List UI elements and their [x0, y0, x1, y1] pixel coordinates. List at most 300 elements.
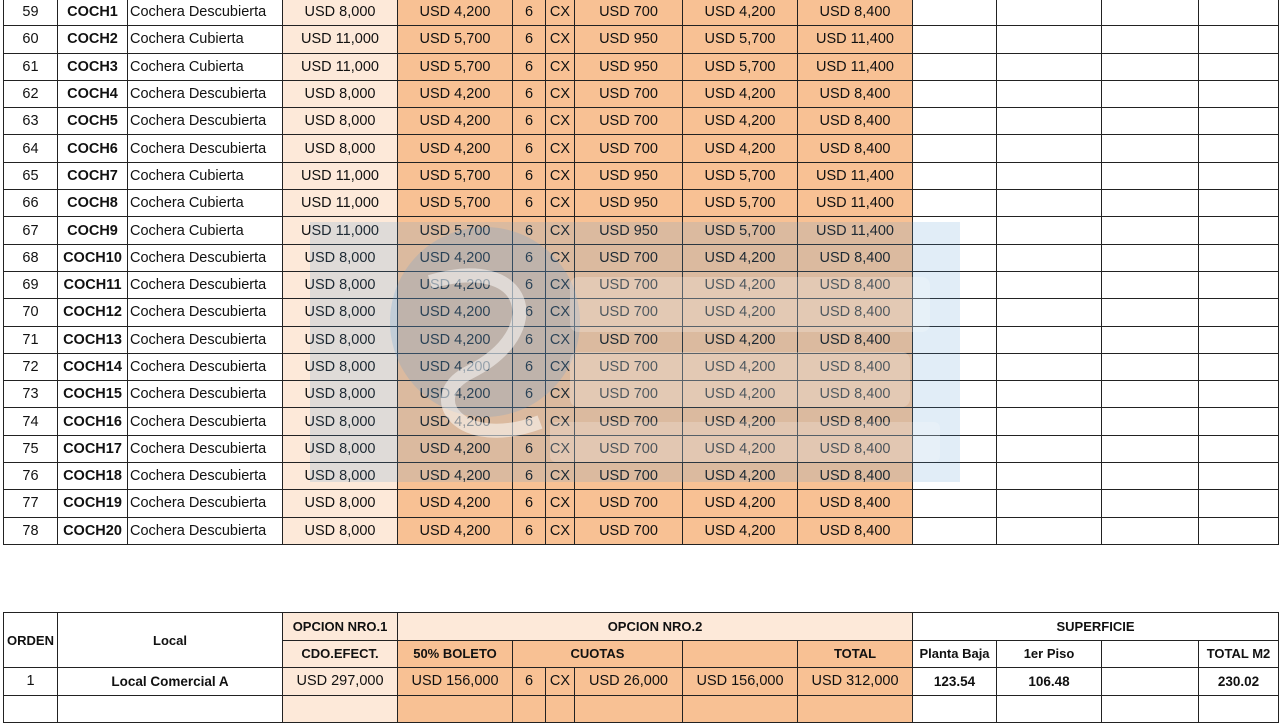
cuota-value-cell: USD 700 — [575, 381, 683, 408]
empty-cell — [1199, 190, 1279, 217]
total-cell: USD 8,400 — [798, 135, 913, 162]
total-cell: USD 8,400 — [798, 244, 913, 271]
empty-cell — [1199, 80, 1279, 107]
empty-cell — [1199, 217, 1279, 244]
empty-cell — [1102, 0, 1199, 26]
header-cuotas: CUOTAS — [513, 640, 683, 668]
unit-description-cell: Cochera Descubierta — [128, 135, 283, 162]
empty-cell — [1199, 244, 1279, 271]
table-row — [4, 668, 1279, 696]
cuota-value-cell: USD 700 — [575, 517, 683, 544]
empty-cell — [1102, 162, 1199, 189]
cuotas-count-cell: 6 — [513, 299, 546, 326]
unit-description-cell: Cochera Descubierta — [128, 326, 283, 353]
empty-cell — [997, 0, 1102, 26]
total-cell: USD 8,400 — [798, 271, 913, 298]
total-cell: USD 312,000 — [798, 668, 913, 696]
unit-code-cell: COCH5 — [58, 108, 128, 135]
empty-cell — [913, 135, 997, 162]
empty-cell — [997, 517, 1102, 544]
total-cell: USD 8,400 — [798, 326, 913, 353]
table-row — [4, 53, 1279, 80]
total-m2-cell: 230.02 — [1199, 668, 1279, 696]
boleto-cell: USD 4,200 — [398, 135, 513, 162]
table-row — [4, 517, 1279, 544]
table-row — [4, 217, 1279, 244]
cuotas-count-cell: 6 — [513, 271, 546, 298]
empty-cell — [913, 408, 997, 435]
empty-cell — [997, 217, 1102, 244]
total-cell: USD 8,400 — [798, 490, 913, 517]
empty-cell — [1102, 108, 1199, 135]
cash-price-cell: USD 11,000 — [283, 53, 398, 80]
empty-cell — [997, 271, 1102, 298]
total-cell: USD 8,400 — [798, 435, 913, 462]
table-row — [4, 408, 1279, 435]
table-row — [4, 695, 1279, 723]
empty-cell — [997, 435, 1102, 462]
unit-code-cell: COCH17 — [58, 435, 128, 462]
empty-cell — [1102, 463, 1199, 490]
saldo-cell: USD 4,200 — [683, 108, 798, 135]
empty-cell — [913, 435, 997, 462]
empty-cell — [913, 0, 997, 26]
cash-price-cell: USD 8,000 — [283, 353, 398, 380]
unit-code-cell: COCH11 — [58, 271, 128, 298]
cx-cell: CX — [546, 326, 575, 353]
cuota-value-cell: USD 700 — [575, 80, 683, 107]
cuotas-count-cell: 6 — [513, 353, 546, 380]
cuotas-count-cell: 6 — [513, 244, 546, 271]
cx-cell: CX — [546, 381, 575, 408]
empty-cell — [913, 190, 997, 217]
header-boleto: 50% BOLETO — [398, 640, 513, 668]
empty-cell — [997, 381, 1102, 408]
empty-cell — [997, 26, 1102, 53]
total-cell: USD 11,400 — [798, 190, 913, 217]
empty-cell — [1102, 353, 1199, 380]
header-opcion-2: OPCION NRO.2 — [398, 613, 913, 641]
row-number-cell: 66 — [4, 190, 58, 217]
empty-cell — [997, 490, 1102, 517]
cuotas-count-cell: 6 — [513, 0, 546, 26]
row-number-cell: 68 — [4, 244, 58, 271]
total-cell: USD 8,400 — [798, 408, 913, 435]
table-row — [4, 244, 1279, 271]
empty-cell — [913, 381, 997, 408]
cx-cell: CX — [546, 435, 575, 462]
table-row — [4, 299, 1279, 326]
saldo-cell: USD 4,200 — [683, 435, 798, 462]
row-number-cell: 77 — [4, 490, 58, 517]
boleto-cell: USD 4,200 — [398, 408, 513, 435]
planta-baja-cell: 123.54 — [913, 668, 997, 696]
unit-code-cell: COCH1 — [58, 0, 128, 26]
cx-cell: CX — [546, 162, 575, 189]
boleto-cell: USD 5,700 — [398, 162, 513, 189]
empty-cell — [997, 162, 1102, 189]
empty-cell — [1199, 517, 1279, 544]
empty-cell — [997, 135, 1102, 162]
saldo-cell: USD 5,700 — [683, 26, 798, 53]
cash-price-cell: USD 8,000 — [283, 108, 398, 135]
unit-description-cell: Cochera Cubierta — [128, 190, 283, 217]
table-row — [4, 435, 1279, 462]
unit-description-cell: Cochera Descubierta — [128, 0, 283, 26]
row-number-cell: 60 — [4, 26, 58, 53]
row-number-cell: 73 — [4, 381, 58, 408]
total-cell: USD 8,400 — [798, 0, 913, 26]
table-row — [4, 80, 1279, 107]
cx-cell: CX — [546, 80, 575, 107]
empty-cell — [1102, 490, 1199, 517]
empty-cell — [913, 217, 997, 244]
empty-cell — [1199, 271, 1279, 298]
locals-header-row-1 — [4, 613, 1279, 641]
saldo-cell: USD 4,200 — [683, 517, 798, 544]
cuota-value-cell: USD 700 — [575, 463, 683, 490]
empty-cell — [997, 53, 1102, 80]
row-number-cell: 67 — [4, 217, 58, 244]
cash-price-cell: USD 8,000 — [283, 244, 398, 271]
total-cell: USD 8,400 — [798, 353, 913, 380]
unit-description-cell: Cochera Cubierta — [128, 217, 283, 244]
empty-cell — [1102, 517, 1199, 544]
row-number-cell: 75 — [4, 435, 58, 462]
empty-cell — [1102, 135, 1199, 162]
unit-code-cell: COCH18 — [58, 463, 128, 490]
empty-cell — [1199, 381, 1279, 408]
cx-cell: CX — [546, 108, 575, 135]
table-row — [4, 26, 1279, 53]
empty-cell — [913, 326, 997, 353]
total-cell: USD 8,400 — [798, 463, 913, 490]
cuota-value-cell: USD 26,000 — [575, 668, 683, 696]
table-row — [4, 490, 1279, 517]
empty-cell — [1199, 162, 1279, 189]
total-cell: USD 11,400 — [798, 53, 913, 80]
boleto-cell: USD 5,700 — [398, 190, 513, 217]
cuotas-count-cell: 6 — [513, 162, 546, 189]
empty-cell — [1199, 463, 1279, 490]
table-row — [4, 463, 1279, 490]
cuota-value-cell: USD 700 — [575, 408, 683, 435]
cuota-value-cell: USD 950 — [575, 190, 683, 217]
boleto-cell: USD 4,200 — [398, 0, 513, 26]
header-total-m2: TOTAL M2 — [1199, 640, 1279, 668]
unit-description-cell: Cochera Descubierta — [128, 408, 283, 435]
table-row — [4, 108, 1279, 135]
cx-cell: CX — [546, 190, 575, 217]
saldo-cell: USD 4,200 — [683, 326, 798, 353]
unit-description-cell: Cochera Cubierta — [128, 53, 283, 80]
cuota-value-cell: USD 950 — [575, 217, 683, 244]
cash-price-cell: USD 8,000 — [283, 408, 398, 435]
cuotas-count-cell: 6 — [513, 490, 546, 517]
unit-code-cell: COCH4 — [58, 80, 128, 107]
empty-cell — [997, 299, 1102, 326]
unit-code-cell: COCH9 — [58, 217, 128, 244]
cuotas-count-cell: 6 — [513, 108, 546, 135]
empty-cell — [997, 80, 1102, 107]
unit-code-cell: COCH2 — [58, 26, 128, 53]
empty-cell — [913, 490, 997, 517]
boleto-cell: USD 5,700 — [398, 53, 513, 80]
unit-description-cell: Cochera Descubierta — [128, 435, 283, 462]
unit-code-cell: COCH12 — [58, 299, 128, 326]
unit-description-cell: Cochera Descubierta — [128, 80, 283, 107]
saldo-cell: USD 5,700 — [683, 162, 798, 189]
empty-cell — [913, 244, 997, 271]
cx-cell: CX — [546, 490, 575, 517]
table-row — [4, 162, 1279, 189]
header-orden: ORDEN — [4, 613, 58, 668]
cx-cell: CX — [546, 668, 575, 696]
table-row — [4, 135, 1279, 162]
saldo-cell: USD 4,200 — [683, 490, 798, 517]
local-name-cell: Local Comercial A — [58, 668, 283, 696]
cuotas-count-cell: 6 — [513, 80, 546, 107]
row-number-cell: 72 — [4, 353, 58, 380]
cash-price-cell: USD 11,000 — [283, 26, 398, 53]
cuota-value-cell: USD 700 — [575, 353, 683, 380]
cash-price-cell: USD 8,000 — [283, 490, 398, 517]
empty-cell — [997, 190, 1102, 217]
cx-cell: CX — [546, 408, 575, 435]
cuota-value-cell: USD 700 — [575, 135, 683, 162]
cx-cell: CX — [546, 299, 575, 326]
empty-cell — [1102, 26, 1199, 53]
saldo-cell: USD 4,200 — [683, 463, 798, 490]
cx-cell: CX — [546, 53, 575, 80]
unit-code-cell: COCH14 — [58, 353, 128, 380]
empty-cell — [997, 353, 1102, 380]
table-row — [4, 0, 1279, 26]
table-row — [4, 271, 1279, 298]
locals-price-table — [3, 612, 1279, 723]
saldo-cell: USD 4,200 — [683, 381, 798, 408]
empty-cell — [1102, 53, 1199, 80]
row-number-cell: 59 — [4, 0, 58, 26]
cuota-value-cell: USD 700 — [575, 435, 683, 462]
header-opcion-1: OPCION NRO.1 — [283, 613, 398, 641]
cash-price-cell: USD 8,000 — [283, 0, 398, 26]
saldo-cell: USD 5,700 — [683, 217, 798, 244]
cuota-value-cell: USD 700 — [575, 299, 683, 326]
row-number-cell: 74 — [4, 408, 58, 435]
empty-cell — [997, 408, 1102, 435]
empty-cell — [913, 463, 997, 490]
unit-description-cell: Cochera Descubierta — [128, 299, 283, 326]
empty-cell — [913, 299, 997, 326]
cuotas-count-cell: 6 — [513, 517, 546, 544]
empty-cell — [913, 108, 997, 135]
boleto-cell: USD 4,200 — [398, 80, 513, 107]
empty-cell — [1199, 299, 1279, 326]
boleto-cell: USD 4,200 — [398, 435, 513, 462]
header-primer-piso: 1er Piso — [997, 640, 1102, 668]
empty-cell — [1102, 217, 1199, 244]
empty-cell — [1199, 435, 1279, 462]
empty-cell — [1102, 381, 1199, 408]
total-cell: USD 8,400 — [798, 381, 913, 408]
boleto-cell: USD 4,200 — [398, 381, 513, 408]
unit-code-cell: COCH7 — [58, 162, 128, 189]
boleto-cell: USD 5,700 — [398, 217, 513, 244]
cuotas-count-cell: 6 — [513, 381, 546, 408]
empty-cell — [997, 463, 1102, 490]
boleto-cell: USD 4,200 — [398, 108, 513, 135]
saldo-cell: USD 4,200 — [683, 0, 798, 26]
cuota-value-cell: USD 700 — [575, 244, 683, 271]
cuotas-count-cell: 6 — [513, 26, 546, 53]
empty-cell — [1199, 53, 1279, 80]
cx-cell: CX — [546, 26, 575, 53]
empty-cell — [1199, 490, 1279, 517]
cash-price-cell: USD 11,000 — [283, 190, 398, 217]
unit-description-cell: Cochera Descubierta — [128, 463, 283, 490]
unit-description-cell: Cochera Cubierta — [128, 162, 283, 189]
blank-cell — [1102, 668, 1199, 696]
cuotas-count-cell: 6 — [513, 135, 546, 162]
row-number-cell: 70 — [4, 299, 58, 326]
table-row — [4, 353, 1279, 380]
units-table-body — [4, 0, 1279, 544]
header-cdo-efect: CDO.EFECT. — [283, 640, 398, 668]
cash-price-cell: USD 8,000 — [283, 135, 398, 162]
empty-cell — [913, 517, 997, 544]
cuotas-count-cell: 6 — [513, 435, 546, 462]
boleto-cell: USD 4,200 — [398, 353, 513, 380]
unit-code-cell: COCH10 — [58, 244, 128, 271]
cx-cell: CX — [546, 517, 575, 544]
unit-code-cell: COCH13 — [58, 326, 128, 353]
boleto-cell: USD 5,700 — [398, 26, 513, 53]
boleto-cell: USD 4,200 — [398, 490, 513, 517]
cash-price-cell: USD 11,000 — [283, 217, 398, 244]
unit-description-cell: Cochera Descubierta — [128, 271, 283, 298]
total-cell: USD 11,400 — [798, 26, 913, 53]
unit-description-cell: Cochera Cubierta — [128, 26, 283, 53]
total-cell: USD 8,400 — [798, 80, 913, 107]
cx-cell: CX — [546, 0, 575, 26]
cash-price-cell: USD 8,000 — [283, 435, 398, 462]
row-number-cell: 69 — [4, 271, 58, 298]
cx-cell: CX — [546, 217, 575, 244]
saldo-cell: USD 4,200 — [683, 244, 798, 271]
row-number-cell: 78 — [4, 517, 58, 544]
header-blank-2 — [1102, 640, 1199, 668]
total-cell: USD 8,400 — [798, 108, 913, 135]
saldo-cell: USD 5,700 — [683, 53, 798, 80]
row-number-cell: 71 — [4, 326, 58, 353]
empty-cell — [1102, 435, 1199, 462]
row-number-cell: 65 — [4, 162, 58, 189]
units-price-table — [3, 0, 1279, 545]
saldo-cell: USD 4,200 — [683, 299, 798, 326]
empty-cell — [997, 108, 1102, 135]
unit-code-cell: COCH19 — [58, 490, 128, 517]
unit-description-cell: Cochera Descubierta — [128, 244, 283, 271]
empty-cell — [1102, 244, 1199, 271]
empty-cell — [913, 26, 997, 53]
cash-price-cell: USD 8,000 — [283, 326, 398, 353]
empty-cell — [1102, 326, 1199, 353]
empty-cell — [1199, 408, 1279, 435]
orden-cell: 1 — [4, 668, 58, 696]
boleto-cell: USD 156,000 — [398, 668, 513, 696]
header-blank — [683, 640, 798, 668]
row-number-cell: 62 — [4, 80, 58, 107]
unit-description-cell: Cochera Descubierta — [128, 490, 283, 517]
empty-cell — [1199, 26, 1279, 53]
empty-cell — [1102, 80, 1199, 107]
cuota-value-cell: USD 700 — [575, 108, 683, 135]
row-number-cell: 61 — [4, 53, 58, 80]
cash-price-cell: USD 8,000 — [283, 80, 398, 107]
cx-cell: CX — [546, 135, 575, 162]
boleto-cell: USD 4,200 — [398, 517, 513, 544]
saldo-cell: USD 4,200 — [683, 135, 798, 162]
cx-cell: CX — [546, 271, 575, 298]
unit-code-cell: COCH8 — [58, 190, 128, 217]
row-number-cell: 64 — [4, 135, 58, 162]
cuota-value-cell: USD 950 — [575, 26, 683, 53]
cx-cell: CX — [546, 244, 575, 271]
table-row — [4, 381, 1279, 408]
cash-price-cell: USD 297,000 — [283, 668, 398, 696]
header-local: Local — [58, 613, 283, 668]
empty-cell — [1199, 326, 1279, 353]
unit-description-cell: Cochera Descubierta — [128, 353, 283, 380]
header-total: TOTAL — [798, 640, 913, 668]
cuotas-count-cell: 6 — [513, 190, 546, 217]
cuotas-count-cell: 6 — [513, 326, 546, 353]
saldo-cell: USD 4,200 — [683, 271, 798, 298]
cuota-value-cell: USD 950 — [575, 162, 683, 189]
empty-cell — [1199, 0, 1279, 26]
empty-cell — [1199, 135, 1279, 162]
cx-cell: CX — [546, 463, 575, 490]
empty-cell — [913, 80, 997, 107]
unit-description-cell: Cochera Descubierta — [128, 517, 283, 544]
boleto-cell: USD 4,200 — [398, 299, 513, 326]
empty-cell — [1102, 299, 1199, 326]
primer-piso-cell: 106.48 — [997, 668, 1102, 696]
saldo-cell: USD 4,200 — [683, 408, 798, 435]
saldo-cell: USD 156,000 — [683, 668, 798, 696]
unit-code-cell: COCH16 — [58, 408, 128, 435]
boleto-cell: USD 4,200 — [398, 463, 513, 490]
empty-cell — [1199, 108, 1279, 135]
empty-cell — [997, 244, 1102, 271]
empty-cell — [1102, 271, 1199, 298]
empty-cell — [913, 271, 997, 298]
cash-price-cell: USD 8,000 — [283, 299, 398, 326]
cash-price-cell: USD 8,000 — [283, 381, 398, 408]
unit-description-cell: Cochera Descubierta — [128, 108, 283, 135]
row-number-cell: 63 — [4, 108, 58, 135]
cuotas-count-cell: 6 — [513, 668, 546, 696]
cuotas-count-cell: 6 — [513, 53, 546, 80]
saldo-cell: USD 4,200 — [683, 353, 798, 380]
total-cell: USD 11,400 — [798, 162, 913, 189]
table-row — [4, 326, 1279, 353]
cuota-value-cell: USD 700 — [575, 271, 683, 298]
cash-price-cell: USD 8,000 — [283, 517, 398, 544]
total-cell: USD 11,400 — [798, 217, 913, 244]
unit-description-cell: Cochera Descubierta — [128, 381, 283, 408]
